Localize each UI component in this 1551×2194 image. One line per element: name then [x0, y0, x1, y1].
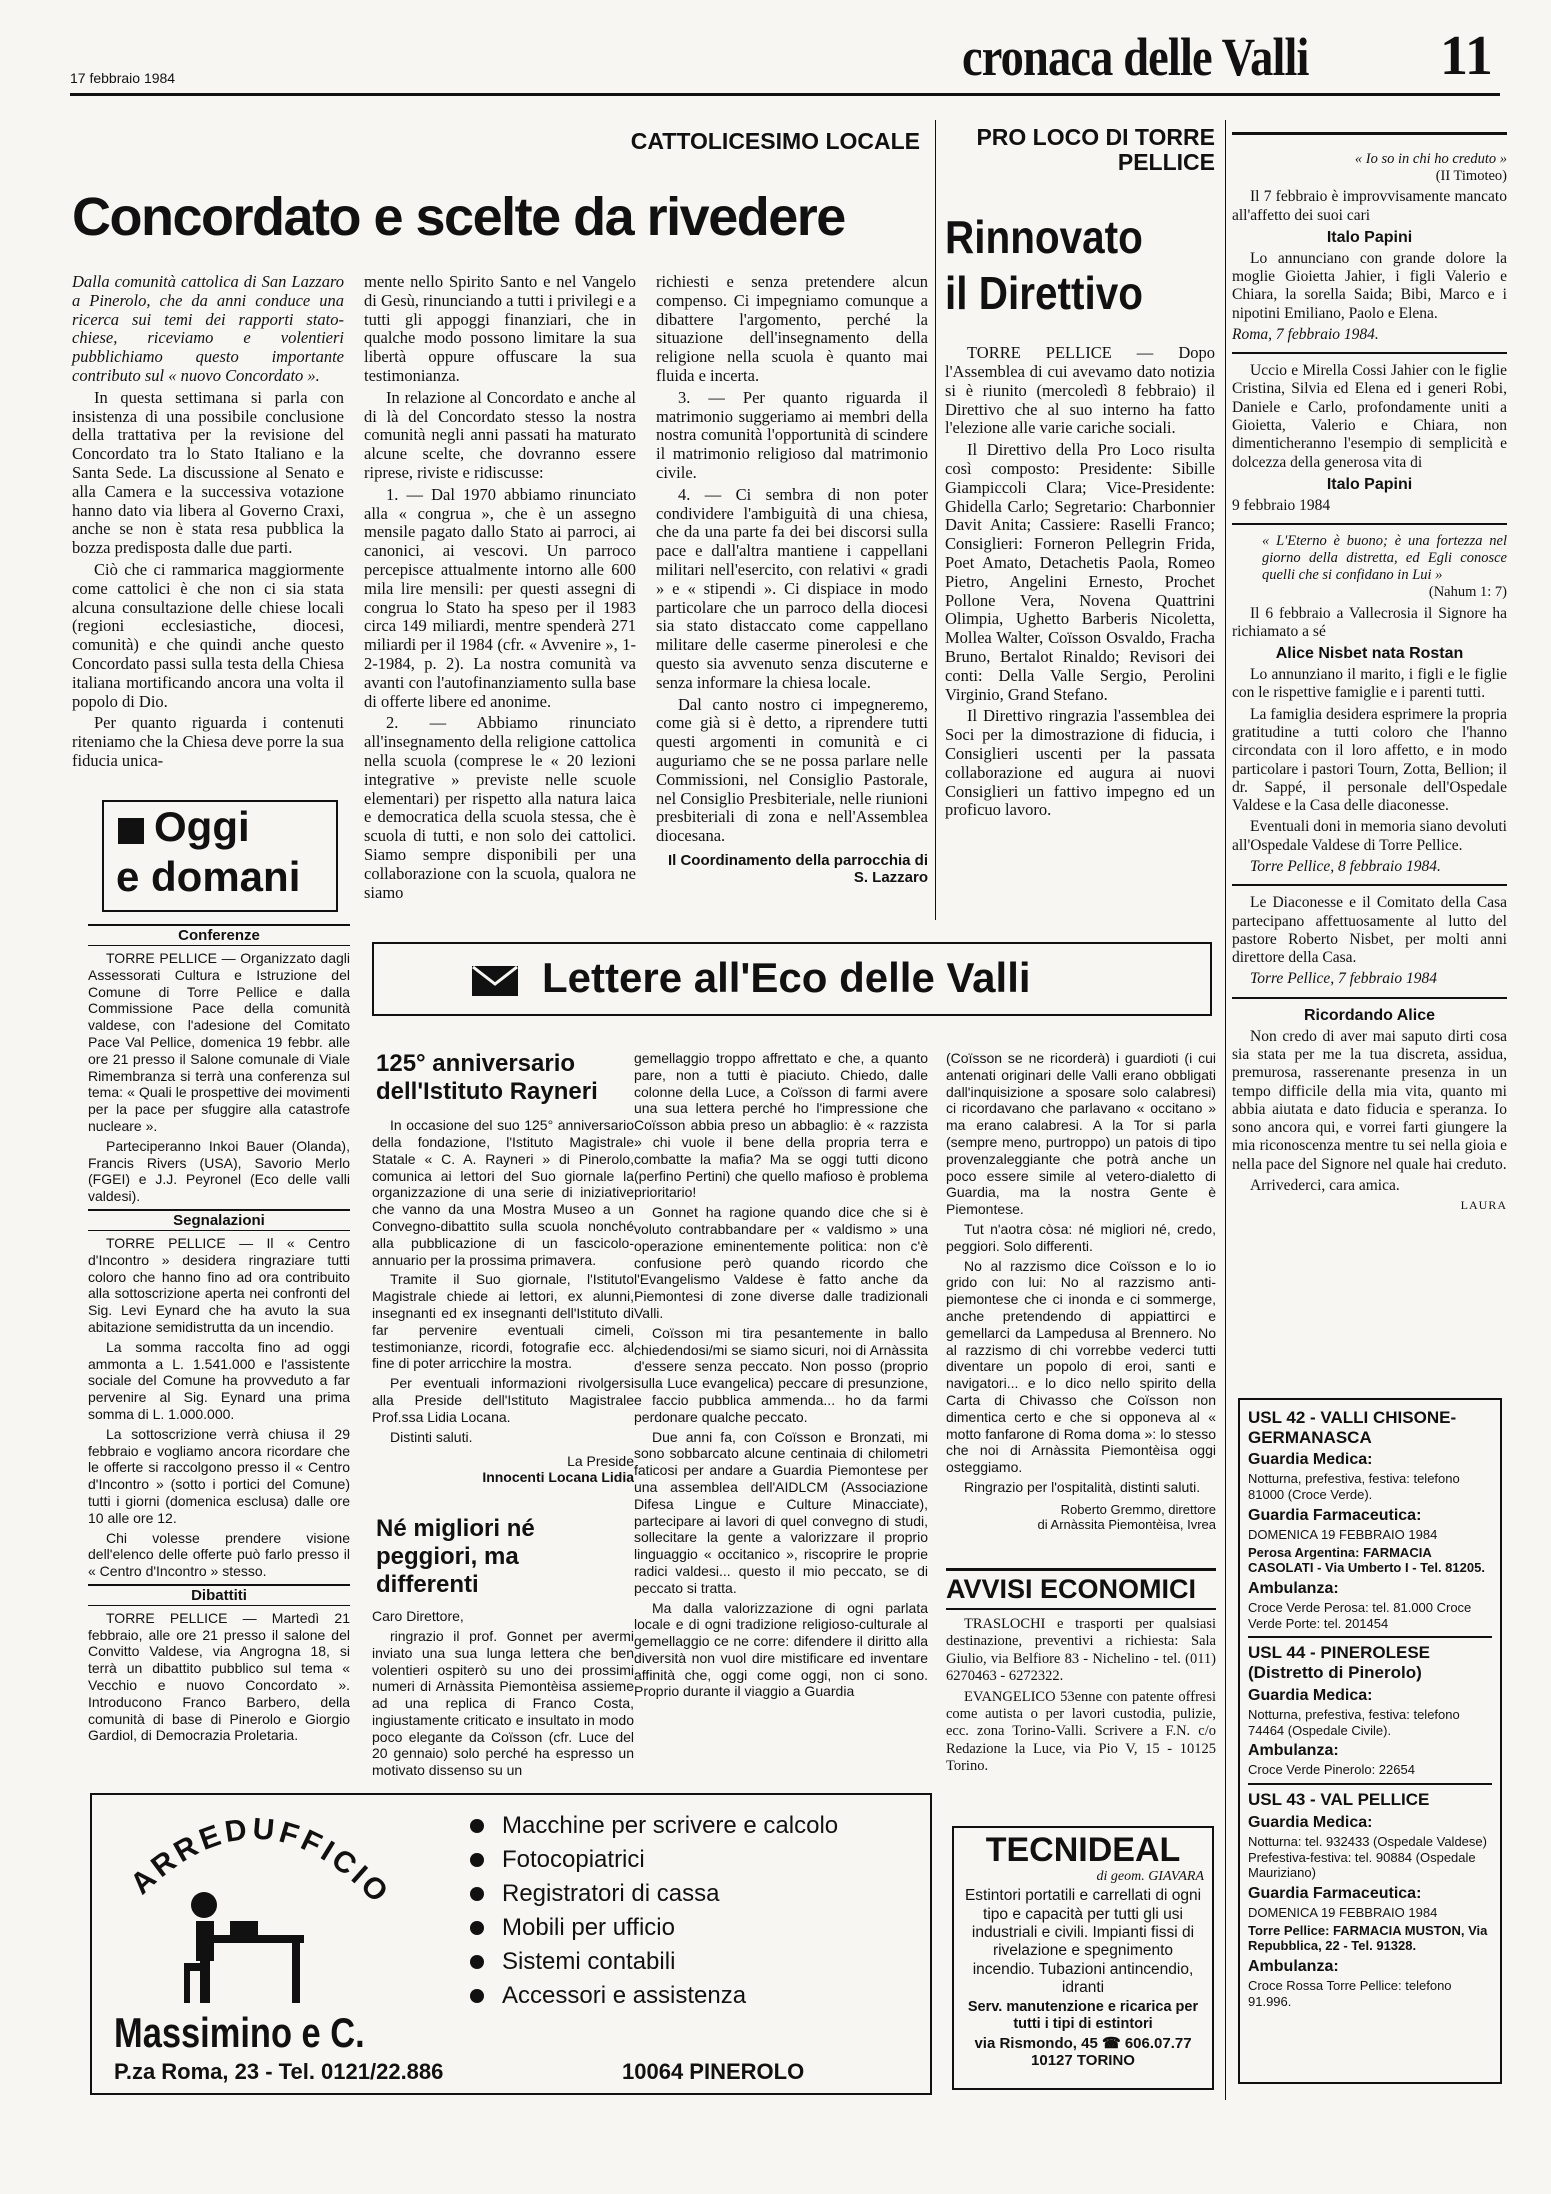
article-signature: Il Coordinamento della parrocchia di S. Lazzaro — [667, 851, 928, 886]
paragraph: TORRE PELLICE — Martedì 21 febbraio, alle ore 21 presso il salone del Convitto Valdese, via Angrogna 18, si terrà un dibattito pubblico sul tema « Vecchio e nuovo Concordato ». Introducono Franco Barbero, della comunità di base di Pinerolo e Giorgio Gardiol, di Democrazia Proletaria. — [88, 1609, 350, 1744]
paragraph: TORRE PELLICE — Il « Centro d'Incontro » desidera ringraziare tutti coloro che hanno fino ad ora contribuito alla sottoscrizione aperta nei confronti del Sig. Levi Eynard che ha avuto la sua abitazione semidistrutta da un incendio. — [88, 1234, 350, 1335]
ad-service: Serv. manutenzione e ricarica per tutti i tipi di estintori — [967, 1999, 1199, 2032]
product-label: Sistemi contabili — [502, 1948, 676, 1975]
usl-label: Ambulanza: — [1248, 1957, 1339, 1975]
envelope-icon — [472, 966, 518, 996]
obituary-divider — [1232, 884, 1507, 886]
bullet-icon — [470, 1853, 484, 1867]
usl-text: Notturna, prefestiva, festiva: telefono 81000 (Croce Verde). — [1248, 1471, 1460, 1503]
usl-text: Croce Verde Perosa: tel. 81.000 Croce Verde Porte: tel. 201454 — [1248, 1600, 1472, 1631]
obituary-divider — [1232, 997, 1507, 999]
letter-signature-org: di Arnàssita Piemontèisa, Ivrea — [1037, 1516, 1216, 1532]
usl-heading: USL 42 - VALLI CHISONE-GERMANASCA — [1248, 1408, 1457, 1447]
paragraph: In occasione del suo 125° anniversario della fondazione, l'Istituto Magistrale Statale « C. A. Rayneri » di Pinerolo, comunica ai lettori del Suo giornale la organizzazione di una serie di iniziative che vanno da una Mostra Museo a un Convegno-dibattito sulla scuola nonché alla pubblicazione di un fascicolo-annuario per la prossima primavera. — [372, 1117, 634, 1268]
article-title-line-1: Rinnovato — [945, 210, 1143, 263]
product-item — [470, 1877, 910, 1911]
article-kicker: PRO LOCO DI TORRE PELLICE — [976, 124, 1215, 176]
obituary-text: Non credo di aver mai saputo dirti cosa sia stata per me la tua discreta, assidua, premurosa, rasserenante presenza in un tempo difficile della mia vita, quanto mi abbia aiutata e dato fiducia e speranza. Io sono ancora qui, e vorrei farti giungere la mia riconoscenza mentre tu sei nella gioia e nella pace del Signore nel quale hai creduto. — [1232, 1027, 1507, 1173]
advertiser-name: TECNIDEAL — [985, 1831, 1181, 1869]
usl-text: Notturna, prefestiva, festiva: telefono 74464 (Ospedale Civile). — [1248, 1706, 1460, 1738]
paragraph: ringrazio il prof. Gonnet per avermi inviato una sua lunga lettera che ben volentieri ospiterò su uno dei prossimi numeri di Arnàssita Piemontèisa assieme ad una replica di Franco Costa, ingiustamente criticato e insultato in modo poco elegante da Coïsson (cfr. Luce del 20 gennaio) solo perché ha espresso un motivato dissenso su un — [372, 1627, 634, 1779]
usl-label: Guardia Medica: — [1248, 1451, 1373, 1469]
usl-text: Torre Pellice: FARMACIA MUSTON, Via Repubblica, 22 - Tel. 91328. — [1248, 1922, 1488, 1954]
usl-heading: USL 44 - PINEROLESE (Distretto di Pinerolo) — [1248, 1643, 1431, 1682]
usl-heading: USL 43 - VAL PELLICE — [1248, 1790, 1430, 1810]
paragraph: richiesti e senza pretendere alcun compenso. Ci impegniamo comunque a dibattere l'argomento, perché la situazione dell'insegnamento della religione nella scuola è quanto mai fluida e incerta. — [656, 272, 928, 385]
obituary-quote: « L'Eterno è buono; è una fortezza nel giorno della distretta, ed Egli conosce quelli che si confidano in Lui » — [1262, 533, 1507, 584]
paragraph: Due anni fa, con Coïsson e Bronzati, mi sono sobbarcato alcune centinaia di chilometri faticosi per andare a Guardia Piemontese per una assemblea dell'AIDLCM (Associazione Difesa Lingue e Culture Minacciate), partecipare ai lavori di quel convegno di studi, sollecitare la gente a valorizzare il proprio linguaggio « occitanico », riscoprire le proprie radici valdesi... questo il mio peccato, se di peccato si tratta. — [634, 1428, 928, 1596]
obituary-divider — [1232, 132, 1507, 135]
paragraph: La sottoscrizione verrà chiusa il 29 febbraio e vogliamo ancora ricordare che le offerte si raccolgono presso il « Centro d'Incontro » (sotto i portici del Comune) tutti i giorni (domenica esclusa) dalle ore 10 alle ore 12. — [88, 1425, 350, 1526]
black-square-icon — [118, 818, 144, 844]
obituary-text: Il 7 febbraio è improvvisamente mancato all'affetto dei suoi cari — [1232, 188, 1507, 224]
proloco-article — [945, 125, 1215, 925]
letter-signature-name: Innocenti Locana Lidia — [482, 1469, 634, 1486]
article-column-3 — [656, 273, 928, 889]
paragraph: Per quanto riguarda i contenuti riteniamo che la Chiesa deve porre la sua fiducia unica- — [72, 713, 344, 770]
column-rule — [1225, 120, 1226, 2100]
bullet-icon — [470, 1887, 484, 1901]
letter-column-1 — [372, 1050, 634, 1782]
paragraph: 4. — Ci sembra di non poter condividere l'ambiguità di una chiesa, che da una parte fa dei bei discorsi sulla pace e dall'altra mantiene i cappellani militari nell'esercito, con relativi « gradi » e « stipendi ». Ci dispiace in modo particolare che un parroco della diocesi sia stato distaccato come cappellano militare delle caserme pinerolesi e che questo sia avvenuto senza discuterne e senza informare la chiesa locale. — [656, 484, 928, 692]
usl-text: DOMENICA 19 FEBBRAIO 1984 — [1248, 1527, 1438, 1543]
obituary-text: Lo annunziano il marito, i figli e le figlie con le rispettive famiglie e i parenti tutti. — [1232, 666, 1507, 702]
product-item — [470, 1945, 910, 1979]
paragraph: In questa settimana si parla con insistenza di una possibile conclusione della trattativa per la revisione del Concordato tra lo Stato Italiano e la Santa Sede. La discussione al Senato e alla Camera e la successiva votazione hanno dato via libera al Governo Craxi, anche se non è stata resa pubblica la bozza predisposta dalle due parti. — [72, 387, 344, 558]
section-heading: Conferenze — [88, 924, 350, 946]
bullet-icon — [470, 1955, 484, 1969]
oggi-e-domani-content — [88, 920, 350, 1747]
arredufficio-ad — [90, 1793, 932, 2095]
paragraph: TORRE PELLICE — Dopo l'Assemblea di cui avevamo dato notizia si è riunito (mercoledì 8 febbraio) il Direttivo che al suo interno ha fatto l'elezione alle varie cariche sociali. — [945, 343, 1215, 438]
usl-text: DOMENICA 19 FEBBRAIO 1984 — [1248, 1905, 1438, 1921]
usl-divider — [1248, 1783, 1492, 1785]
paragraph: Il Direttivo ringrazia l'assemblea dei Soci per la dimostrazione di fiducia, i Consiglieri uscenti per la passata collaborazione ed augura ai nuovi Consiglieri un fattivo impegno ed un proficuo lavoro. — [945, 706, 1215, 820]
obituary-divider — [1232, 352, 1507, 354]
advertiser-name: Massimino e C. — [114, 2009, 365, 2056]
usl-text: Croce Verde Pinerolo: 22654 — [1248, 1762, 1415, 1778]
obituary-text: Il 6 febbraio a Vallecrosia il Signore ha richiamato a sé — [1232, 604, 1507, 640]
paragraph: Parteciperanno Inkoi Bauer (Olanda), Francis Rivers (USA), Savorio Merlo (FGEI) e J.J. Peyronel (Eco delle valli valdesi). — [88, 1137, 350, 1205]
paragraph: Ringrazio per l'ospitalità, distinti saluti. — [964, 1478, 1201, 1495]
classifieds-title: AVVISI ECONOMICI — [946, 1568, 1216, 1610]
usl-label: Ambulanza: — [1248, 1579, 1339, 1597]
usl-text: Croce Rossa Torre Pellice: telefono 91.996. — [1248, 1978, 1452, 2009]
usl-box — [1238, 1398, 1502, 2084]
paragraph: Ciò che ci rammarica maggiormente come cattolici è che non ci sia stata alcuna consultazione delle chiese locali (regioni ecclesiastiche, diocesi, comunità) e che quindi anche questo Concordato passi sulla testa della Chiesa italiana mortificando ancora una volta il popolo di Dio. — [72, 559, 344, 711]
usl-label: Guardia Medica: — [1248, 1813, 1373, 1831]
paragraph: Chi volesse prendere visione dell'elenco delle offerte può farlo presso il « Centro d'Incontro » stesso. — [88, 1529, 350, 1580]
product-label: Accessori e assistenza — [502, 1982, 747, 2009]
obituaries-column — [1232, 132, 1507, 1215]
classified-ad: EVANGELICO 53enne con patente offresi come autista o per lavori custodia, pulizie, ecc. zona Torino-Valli. Scrivere a F.N. c/o Redazione la Luce, via Pio V, 15 - 10125 Torino. — [946, 1688, 1216, 1775]
issue-date: 17 febbraio 1984 — [70, 70, 176, 86]
article-column-1 — [72, 273, 344, 774]
obituary-text: Le Diaconesse e il Comitato della Casa partecipano affettuosamente al lutto del pastore Roberto Nisbet, per molti anni direttore della Casa. — [1232, 894, 1507, 967]
article-column-2 — [364, 273, 636, 905]
letter-signature-name: Roberto Gremmo, direttore — [1060, 1501, 1216, 1517]
obituary-title: Ricordando Alice — [1304, 1006, 1435, 1024]
product-label: Mobili per ufficio — [502, 1914, 675, 1941]
paragraph: Gonnet ha ragione quando dice che si è voluto contrabbandare per « valdismo » una operazione eminentemente politica: non c'è confusione però quando ricordo che l'Evangelismo Valdese è fatto anche da Piemontesi di zone diverse dalle tradizionali Valli. — [634, 1204, 928, 1321]
paragraph: Dal canto nostro ci impegneremo, come già si è detto, a riprendere tutti questi argomenti in comunità e ci auguriamo che se ne possa parlare nelle Commissioni, nel Consiglio Pastorale, nel Consiglio Presbiteriale, nelle riunioni presbiteriali di zona e nell'Assemblea diocesana. — [656, 694, 928, 846]
obituary-quote: « Io so in chi ho creduto » — [1354, 151, 1507, 167]
obituary-divider — [1232, 523, 1507, 525]
usl-label: Guardia Farmaceutica: — [1248, 1506, 1422, 1524]
section-heading: Dibattiti — [88, 1584, 350, 1606]
article-title: Concordato e scelte da rivedere — [72, 187, 845, 247]
obituary-name: Alice Nisbet nata Rostan — [1275, 645, 1464, 663]
paragraph: TORRE PELLICE — Organizzato dagli Assessorati Cultura e Istruzione del Comune di Torre Pellice e dalla Commissione Pace della comunità valdese, con l'adesione del Comitato Pace Val Pellice, domenica 19 febbr. alle ore 21 presso il Salone comunale di Viale Rimembranza si terrà una conferenza sul tema: « Quali le prospettive dei movimenti per la pace per sfuggire alla catastrofe nucleare ». — [88, 950, 350, 1134]
oggi-e-domani-box — [102, 800, 338, 912]
obituary-quote-ref: (Nahum 1: 7) — [1428, 584, 1507, 601]
obituary-text: Eventuali doni in memoria siano devoluti all'Ospedale Valdese di Torre Pellice. — [1232, 818, 1507, 854]
paragraph: La somma raccolta fino ad oggi ammonta a L. 1.541.000 e l'assistente sociale del Comune ha provveduto a far pervenire al Sig. Eynard una prima somma di L. 1.000.000. — [88, 1338, 350, 1422]
paragraph: Per eventuali informazioni rivolgersi alla Preside dell'Istituto Magistrale Prof.ssa Lidia Locana. — [372, 1375, 634, 1425]
section-heading: Segnalazioni — [88, 1209, 350, 1231]
paragraph: Coïsson mi tira pesantemente in ballo chiedendosi/mi se siamo sicuri, noi di Arnàssita d'essere senza peccato. Non posso (proprio sulla Luce evangelica) peccare di presunzione, e faccio pubblica ammenda... ho da farmi perdonare qualche peccato. — [634, 1324, 928, 1425]
section-title-line-1: Oggi — [154, 803, 250, 850]
paragraph: No al razzismo dice Coïsson e lo io grido con lui: No al razzismo anti-piemontese che ci inonda e ci sommerge, anche pretendendo di appiattirci e gemellarci da Lampedusa al Brennero. No al razzismo di chi vorrebbe vederci tutti diventare un popolo di eroi, santi e navigatori... e lo dico nello spirito della Carta di Chivasso che Coïsson non dimentica certo e che si opponeva al « motto fanfarone di Roma doma »: lo stesso che noi di Arnàssita Piemontèisa oggi osteggiamo. — [946, 1257, 1216, 1476]
product-label: Fotocopiatrici — [502, 1846, 645, 1873]
tecnideal-ad — [952, 1826, 1214, 2090]
letter-column-3 — [946, 1050, 1216, 1532]
letter-signature-role: La Preside — [567, 1453, 634, 1470]
obituary-signature: LAURA — [1460, 1198, 1507, 1213]
advertiser-address: P.za Roma, 23 - Tel. 0121/22.886 — [114, 2059, 444, 2084]
bullet-icon — [470, 1921, 484, 1935]
paragraph: 1. — Dal 1970 abbiamo rinunciato alla « congrua », che è un assegno mensile pagato dallo Stato ai parroci, ai canonici, ai vescovi. Un parroco percepisce attualmente intorno alle 600 mila lire mensili: per questi assegni di congrua lo Stato ha speso per il 1983 circa 149 miliardi, mentre spenderà 271 miliardi per il 1984 (cfr. « Avvenire », 1-2-1984, p. 2). La nostra comunità va avanti con l'autofinanziamento sulla base di offerte libere ed anonime. — [364, 484, 636, 711]
letter-title: Né migliori né peggiori, ma differenti — [376, 1515, 535, 1598]
obituary-place-date: Torre Pellice, 7 febbraio 1984 — [1250, 970, 1437, 988]
office-desk-icon — [170, 1889, 310, 2009]
bullet-icon — [470, 1989, 484, 2003]
paragraph: In relazione al Concordato e anche al di là del Concordato stesso la nostra comunità negli anni passati ha maturato alcune scelte, che dovranno essere riprese, riviste e ridiscusse: — [364, 387, 636, 482]
product-label: Registratori di cassa — [502, 1880, 720, 1907]
usl-label: Guardia Farmaceutica: — [1248, 1884, 1422, 1902]
letter-column-2 — [634, 1050, 928, 1703]
obituary-name: Italo Papini — [1326, 475, 1413, 493]
paragraph: Caro Direttore, — [372, 1608, 464, 1625]
header-rule — [70, 93, 1500, 96]
usl-divider — [1248, 1636, 1492, 1638]
article-kicker: CATTOLICESIMO LOCALE — [630, 128, 920, 154]
product-item — [470, 1979, 910, 2013]
masthead: cronaca delle Valli — [962, 27, 1309, 87]
paragraph: mente nello Spirito Santo e nel Vangelo di Gesù, rinunciando a tutti i privilegi e a tutti gli appoggi finanziari, che in qualche modo possono limitare la sua libertà oppure offuscare la sua testimonianza. — [364, 272, 636, 385]
page-number: 11 — [1440, 25, 1493, 87]
page-header — [70, 18, 1500, 98]
ad-body: Estintori portatili e carrellati di ogni tipo e capacità per tutti gli usi industriali e civili. Impianti fissi di rivelazione e spegnimento incendio. Tubazioni antincendio, idranti — [964, 1887, 1202, 1996]
paragraph: gemellaggio troppo affrettato e che, a quanto pare, non a tutti è piaciuto. Chiedo, dalle colonne della Luce, a Coïsson di farmi avere una sua lettera perché ho l'impressione che Coïsson abbia preso un abbaglio: è « razzista » chi vuole il bene della propria terra e combatte la mafia? Ma se oggi tutti dicono (perfino Pertini) che quello mafioso è problema prioritario! — [634, 1050, 928, 1201]
usl-text: Perosa Argentina: FARMACIA CASOLATI - Via Umberto I - Tel. 81205. — [1248, 1544, 1485, 1576]
advertiser-byline: di geom. GIAVARA — [1096, 1869, 1204, 1885]
paragraph: Ma dalla valorizzazione di ogni parlata locale e di ogni tradizione religioso-culturale al gemellaggio ce ne corre: difendere il diritto alla diversità non vuol dire mistificare ed inventare affinità che, oggi come oggi, non ci sono. Proprio durante il viaggio a Guardia — [634, 1599, 928, 1700]
product-item — [470, 1809, 910, 1843]
paragraph: 3. — Per quanto riguarda il matrimonio suggeriamo ai membri della nostra comunità l'opportunità di scindere il matrimonio religioso dal matrimonio civile. — [656, 387, 928, 482]
avvisi-economici — [946, 1568, 1216, 1779]
lettere-banner — [372, 942, 1212, 1016]
section-banner-title: Lettere all'Eco delle Valli — [542, 954, 1031, 1001]
article-title-line-2: il Direttivo — [945, 266, 1143, 319]
obituary-text: La famiglia desidera esprimere la propria gratitudine a tutti coloro che l'hanno circondata con il loro affetto, e in modo particolare i pastori Tourn, Zotta, Bellion; il dr. Sappé, il personale dell'Ospedale Valdese e la Casa delle diaconesse. — [1232, 705, 1507, 815]
logo-arc-text: ARREDUFFICIO — [124, 1812, 397, 1912]
paragraph: Distinti saluti. — [390, 1428, 473, 1445]
paragraph: (Coïsson se ne ricorderà) i guardioti (i cui antenati originari delle Valli erano obbligati dall'inquisizione a sposare solo calabresi) ci ricordavano che parlavano « occitano » ma erano calabresi. A la Tor si parla (sempre meno, purtroppo) un patois di tipo provenzaleggiante che potrà anche un poco essere simile al vetero-dialetto di Guardia, ma la nostra Gente è Piemontese. — [946, 1050, 1216, 1218]
letter-title: 125° anniversario dell'Istituto Rayneri — [376, 1050, 598, 1105]
paragraph: Tut n'aotra còsa: né migliori né, credo, peggiori. Solo differenti. — [946, 1220, 1216, 1254]
section-title-line-2: e domani — [116, 853, 301, 900]
bullet-icon — [470, 1819, 484, 1833]
concordato-article — [72, 128, 932, 908]
classified-ad: TRASLOCHI e trasporti per qualsiasi destinazione, preventivi a richiesta: Sala Giulio, via Belfiore 83 - Nichelino - tel. (011) 6270463 - 6272322. — [946, 1616, 1216, 1685]
obituary-name: Italo Papini — [1326, 228, 1413, 246]
advertiser-address: via Rismondo, 45 ☎ 606.07.77 — [974, 2035, 1192, 2053]
paragraph: Il Direttivo della Pro Loco risulta così composto: Presidente: Sibille Giampiccoli Clara; Vice-Presidente: Ghidella Carlo; Segretario: Charbonnier Davit Anita; Cassiere: Raselli Franco; Consiglieri: Forneron Pellegrin Frida, Poet Amato, Detachetis Paola, Romeo Pietro, Angelini Ernesto, Prochet Pollone Vera, Novena Quattrini Olimpia, Ughetto Barberis Nicoletta, Mollea Walter, Coïsson Osvaldo, Fracha Bruno, Bertalot Rinaldo; Revisori dei conti: Della Valle Sergio, Perolini Virginio, Grand Stefano. — [945, 440, 1215, 704]
obituary-text: Lo annunciano con grande dolore la moglie Gioietta Jahier, i figli Valerio e Chiara, la sorella Saida; Bibi, Marco e i nipotini Emiliano, Paolo e Elena. — [1232, 249, 1507, 322]
obituary-place-date: 9 febbraio 1984 — [1232, 496, 1331, 514]
usl-label: Ambulanza: — [1248, 1742, 1339, 1760]
obituary-place-date: Torre Pellice, 8 febbraio 1984. — [1250, 857, 1441, 875]
article-intro: Dalla comunità cattolica di San Lazzaro a Pinerolo, che da anni conduce una ricerca sui temi dei rapporti stato-chiese, riceviamo e volentieri pubblichiamo questo importante contributo sul « nuovo Concordato ». — [72, 272, 344, 385]
obituary-place-date: Roma, 7 febbraio 1984. — [1232, 325, 1379, 343]
product-label: Macchine per scrivere e calcolo — [502, 1812, 839, 1839]
paragraph: 2. — Abbiamo rinunciato all'insegnamento della religione cattolica nella scuola (comprese le « 20 lezioni integrative » previste nelle scuole elementari) per rispetto alla natura laica e democratica della scuola stessa, che è scuola di tutti, e non solo dei cattolici. Siamo sempre disponibili per una collaborazione con la scuola, qualora ne siamo — [364, 713, 636, 902]
product-item — [470, 1911, 910, 1945]
advertiser-city: 10127 TORINO — [1031, 2052, 1135, 2070]
usl-text: Notturna: tel. 932433 (Ospedale Valdese) Prefestiva-festiva: tel. 90884 (Ospedale Mauriziano) — [1248, 1834, 1487, 1881]
obituary-text: Arrivederci, cara amica. — [1250, 1176, 1400, 1194]
column-rule — [935, 120, 936, 920]
advertiser-city: 10064 PINEROLO — [622, 2059, 805, 2084]
paragraph: Tramite il Suo giornale, l'Istituto Magistrale chiede ai lettori, ex alunni, insegnanti ed ex insegnanti dell'Istituto di far pervenire eventuali cimeli, testimonianze, ricordi, fotografie ecc. al fine di poter arricchire la mostra. — [372, 1271, 634, 1372]
product-list — [470, 1809, 910, 2013]
product-item — [470, 1843, 910, 1877]
obituary-quote-ref: (II Timoteo) — [1435, 168, 1507, 185]
obituary-text: Uccio e Mirella Cossi Jahier con le figlie Cristina, Silvia ed Elena ed i generi Robi, Daniele e Carlo, profondamente uniti a Gioietta, Valerio e Chiara, non dimenticheranno l'esempio di semplicità e dolcezza della generosa vita di — [1232, 362, 1507, 471]
usl-label: Guardia Medica: — [1248, 1686, 1373, 1704]
